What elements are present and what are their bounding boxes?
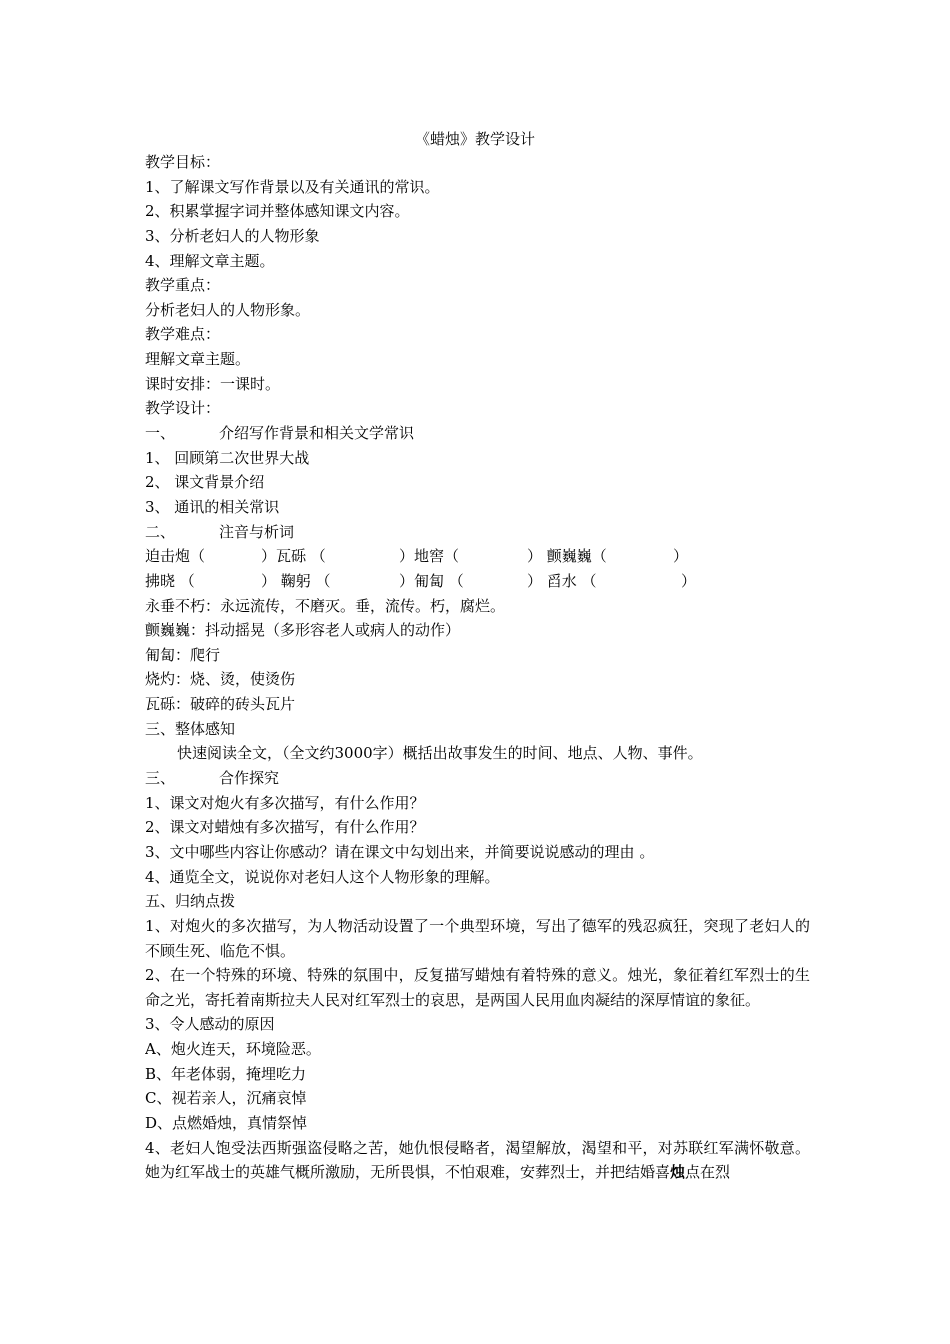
pinyin-cell: ）地窖（ bbox=[399, 547, 460, 566]
pinyin-cell: 拂晓 （ bbox=[145, 571, 195, 590]
pinyin-cell: ） bbox=[673, 547, 689, 566]
section-heading-background bbox=[145, 421, 810, 446]
section-heading-overall: 三、整体感知 bbox=[145, 719, 236, 738]
section-heading-design: 教学设计： bbox=[145, 399, 221, 418]
section-title: 注音与析词 bbox=[219, 522, 295, 541]
bold-character: 烛 bbox=[670, 1163, 686, 1182]
list-item: 1、了解课文写作背景以及有关通讯的常识。 bbox=[145, 177, 440, 196]
list-item: A、炮火连天，环境险恶。 bbox=[145, 1040, 321, 1059]
list-item: 1、 回顾第二次世界大战 bbox=[145, 448, 310, 467]
paragraph: 理解文章主题。 bbox=[145, 350, 251, 369]
paragraph: 快速阅读全文，（全文约3000字）概括出故事发生的时间、地点、人物、事件。 bbox=[177, 744, 703, 763]
paragraph bbox=[145, 1136, 810, 1185]
list-item: C、视若亲人，沉痛哀悼 bbox=[145, 1089, 307, 1108]
paragraph: 1、对炮火的多次描写，为人物活动设置了一个典型环境，写出了德军的残忍疯狂，突现了老妇人的不顾生死、临危不惧。 bbox=[145, 916, 810, 960]
paragraph: 2、在一个特殊的环境、特殊的氛围中，反复描写蜡烛有着特殊的意义。烛光，象征着红军烈士的生命之光，寄托着南斯拉夫人民对红军烈士的哀思，是两国人民用血肉凝结的深厚情谊的象征。 bbox=[145, 966, 810, 1009]
section-heading-pinyin bbox=[145, 520, 810, 545]
list-item: 4、理解文章主题。 bbox=[145, 251, 275, 270]
pinyin-cell: ） 颤巍巍（ bbox=[527, 547, 607, 566]
section-number: 一、 bbox=[145, 424, 176, 443]
question-item: 4、通览全文，说说你对老妇人这个人物形象的理解。 bbox=[145, 867, 500, 886]
pinyin-cell: ） bbox=[681, 571, 697, 590]
question-item: 2、课文对蜡烛有多次描写，有什么作用？ bbox=[145, 818, 425, 837]
pinyin-cell: ） 舀水 （ bbox=[527, 571, 597, 590]
list-item: D、点燃婚烛，真情祭悼 bbox=[145, 1114, 308, 1133]
pinyin-cell: ） 鞠躬 （ bbox=[261, 571, 331, 590]
document-title: 《蜡烛》教学设计 bbox=[414, 130, 535, 148]
section-heading-summary: 五、归纳点拨 bbox=[145, 892, 236, 911]
section-heading-teaching-goals: 教学目标： bbox=[145, 153, 221, 171]
section-heading-explore bbox=[145, 766, 810, 791]
document-body bbox=[145, 150, 810, 1185]
section-title: 合作探究 bbox=[219, 769, 280, 788]
pinyin-row-1 bbox=[145, 544, 810, 569]
question-item: 3、文中哪些内容让你感动？请在课文中勾划出来，并简要说说感动的理由 。 bbox=[145, 842, 655, 861]
list-item: 3、分析老妇人的人物形象 bbox=[145, 226, 320, 245]
list-item: 2、 课文背景介绍 bbox=[145, 473, 265, 492]
word-definition: 颤巍巍：抖动摇晃（多形容老人或病人的动作） bbox=[145, 621, 461, 640]
schedule-line: 课时安排：一课时。 bbox=[145, 374, 281, 393]
list-item: 3、 通讯的相关常识 bbox=[145, 497, 280, 516]
section-heading-difficulty: 教学难点： bbox=[145, 325, 221, 344]
pinyin-row-2 bbox=[145, 569, 810, 594]
list-item: 3、令人感动的原因 bbox=[145, 1015, 275, 1034]
pinyin-cell: 迫击炮（ bbox=[145, 547, 206, 566]
word-definition: 永垂不朽：永远流传，不磨灭。垂，流传。朽，腐烂。 bbox=[145, 596, 506, 615]
word-definition: 匍匐：爬行 bbox=[145, 645, 221, 664]
list-item: 2、积累掌握字词并整体感知课文内容。 bbox=[145, 202, 410, 221]
section-number: 三、 bbox=[145, 769, 176, 788]
word-definition: 烧灼：烧、烫，使烫伤 bbox=[145, 670, 296, 689]
section-title: 介绍写作背景和相关文学常识 bbox=[219, 424, 415, 443]
question-item: 1、课文对炮火有多次描写，有什么作用？ bbox=[145, 793, 425, 812]
word-definition: 瓦砾：破碎的砖头瓦片 bbox=[145, 695, 296, 714]
paragraph-text: 4、老妇人饱受法西斯强盗侵略之苦，她仇恨侵略者，渴望解放，渴望和平，对苏联红军满怀敬意。她为红军战士的英雄气概所激励，无所畏惧，不怕艰难，安葬烈士，并把结婚喜 bbox=[145, 1138, 810, 1182]
paragraph-text: 点在烈 bbox=[685, 1163, 731, 1182]
section-heading-key-point: 教学重点： bbox=[145, 276, 221, 295]
pinyin-cell: ）瓦砾 （ bbox=[261, 547, 326, 566]
paragraph: 分析老妇人的人物形象。 bbox=[145, 300, 311, 319]
pinyin-cell: ）匍匐 （ bbox=[399, 571, 464, 590]
section-number: 二、 bbox=[145, 522, 176, 541]
list-item: B、年老体弱，掩埋吃力 bbox=[145, 1064, 307, 1083]
